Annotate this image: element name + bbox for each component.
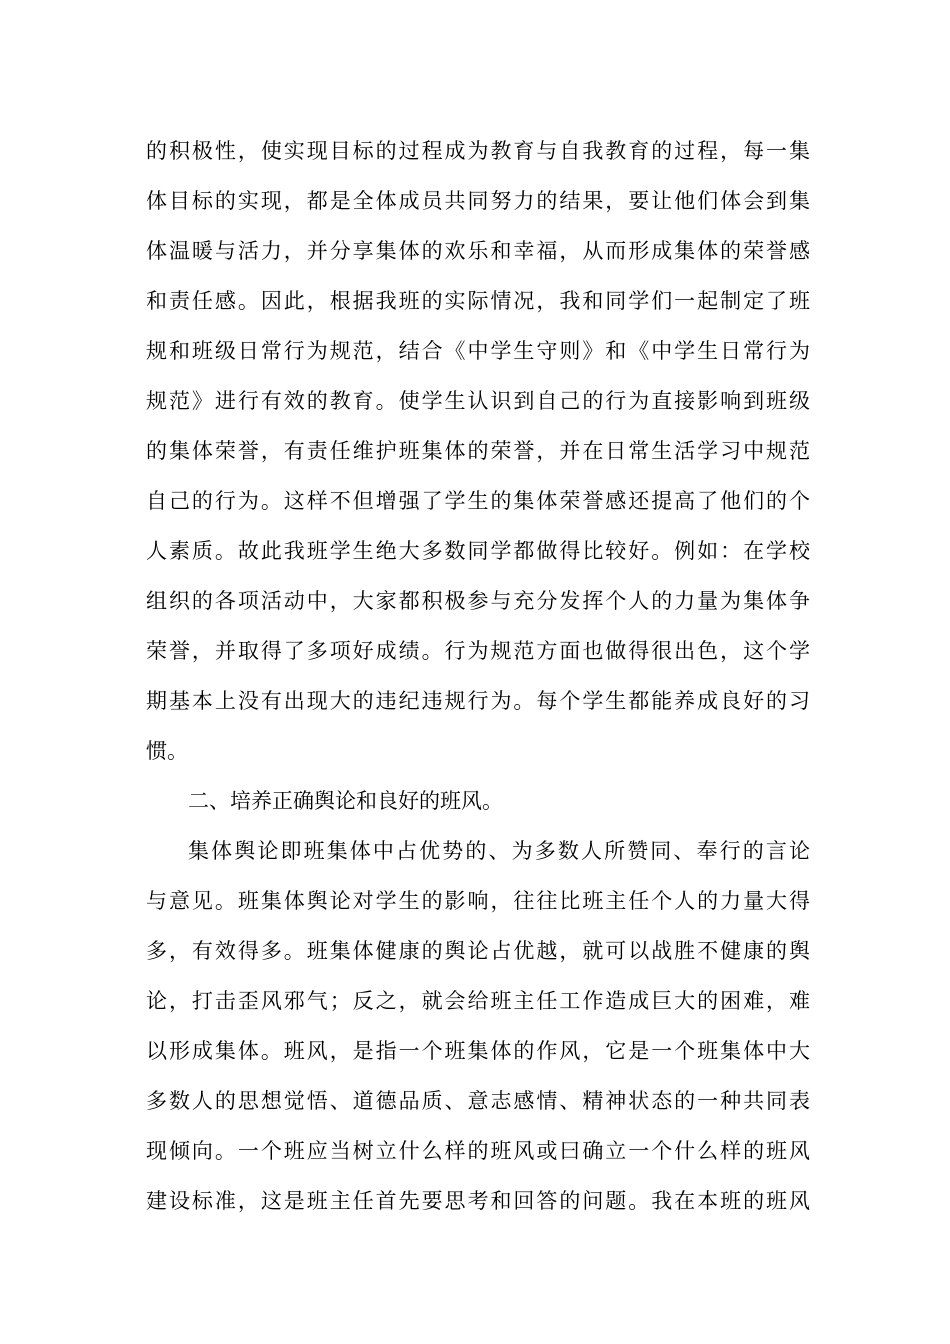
text-line: 人素质。故此我班学生绝大多数同学都做得比较好。例如：在学校 <box>146 539 810 563</box>
paragraph-public-opinion <box>146 826 810 1226</box>
text-line: 集体舆论即班集体中占优势的、为多数人所赞同、奉行的言论 <box>188 839 810 863</box>
text-line: 体温暖与活力，并分享集体的欢乐和幸福，从而形成集体的荣誉感 <box>146 239 810 263</box>
text-line: 体目标的实现，都是全体成员共同努力的结果，要让他们体会到集 <box>146 189 810 213</box>
text-line: 的积极性，使实现目标的过程成为教育与自我教育的过程，每一集 <box>146 139 810 163</box>
section-heading <box>146 776 810 826</box>
text-line: 期基本上没有出现大的违纪违规行为。每个学生都能养成良好的习 <box>146 689 810 713</box>
text-line: 荣誉，并取得了多项好成绩。行为规范方面也做得很出色，这个学 <box>146 639 810 663</box>
text-line: 论，打击歪风邪气；反之，就会给班主任工作造成巨大的困难，难 <box>146 989 810 1013</box>
paragraph-collective-goals <box>146 126 810 776</box>
text-line: 组织的各项活动中，大家都积极参与充分发挥个人的力量为集体争 <box>146 589 810 613</box>
text-line: 惯。 <box>146 739 188 763</box>
text-line: 与意见。班集体舆论对学生的影响，往往比班主任个人的力量大得 <box>146 889 810 913</box>
text-line: 多数人的思想觉悟、道德品质、意志感情、精神状态的一种共同表 <box>146 1089 810 1113</box>
text-line: 规范》进行有效的教育。使学生认识到自己的行为直接影响到班级 <box>146 389 810 413</box>
text-line: 自己的行为。这样不但增强了学生的集体荣誉感还提高了他们的个 <box>146 489 810 513</box>
text-line: 建设标准，这是班主任首先要思考和回答的问题。我在本班的班风 <box>146 1189 810 1213</box>
text-line: 和责任感。因此，根据我班的实际情况，我和同学们一起制定了班 <box>146 289 810 313</box>
body-text <box>146 126 810 1226</box>
text-line: 现倾向。一个班应当树立什么样的班风或曰确立一个什么样的班风 <box>146 1139 810 1163</box>
section-heading-text: 二、培养正确舆论和良好的班风。 <box>188 789 503 813</box>
text-line: 以形成集体。班风，是指一个班集体的作风，它是一个班集体中大 <box>146 1039 810 1063</box>
text-line: 规和班级日常行为规范，结合《中学生守则》和《中学生日常行为 <box>146 339 810 363</box>
text-line: 的集体荣誉，有责任维护班集体的荣誉，并在日常生活学习中规范 <box>146 439 810 463</box>
text-line: 多，有效得多。班集体健康的舆论占优越，就可以战胜不健康的舆 <box>146 939 810 963</box>
